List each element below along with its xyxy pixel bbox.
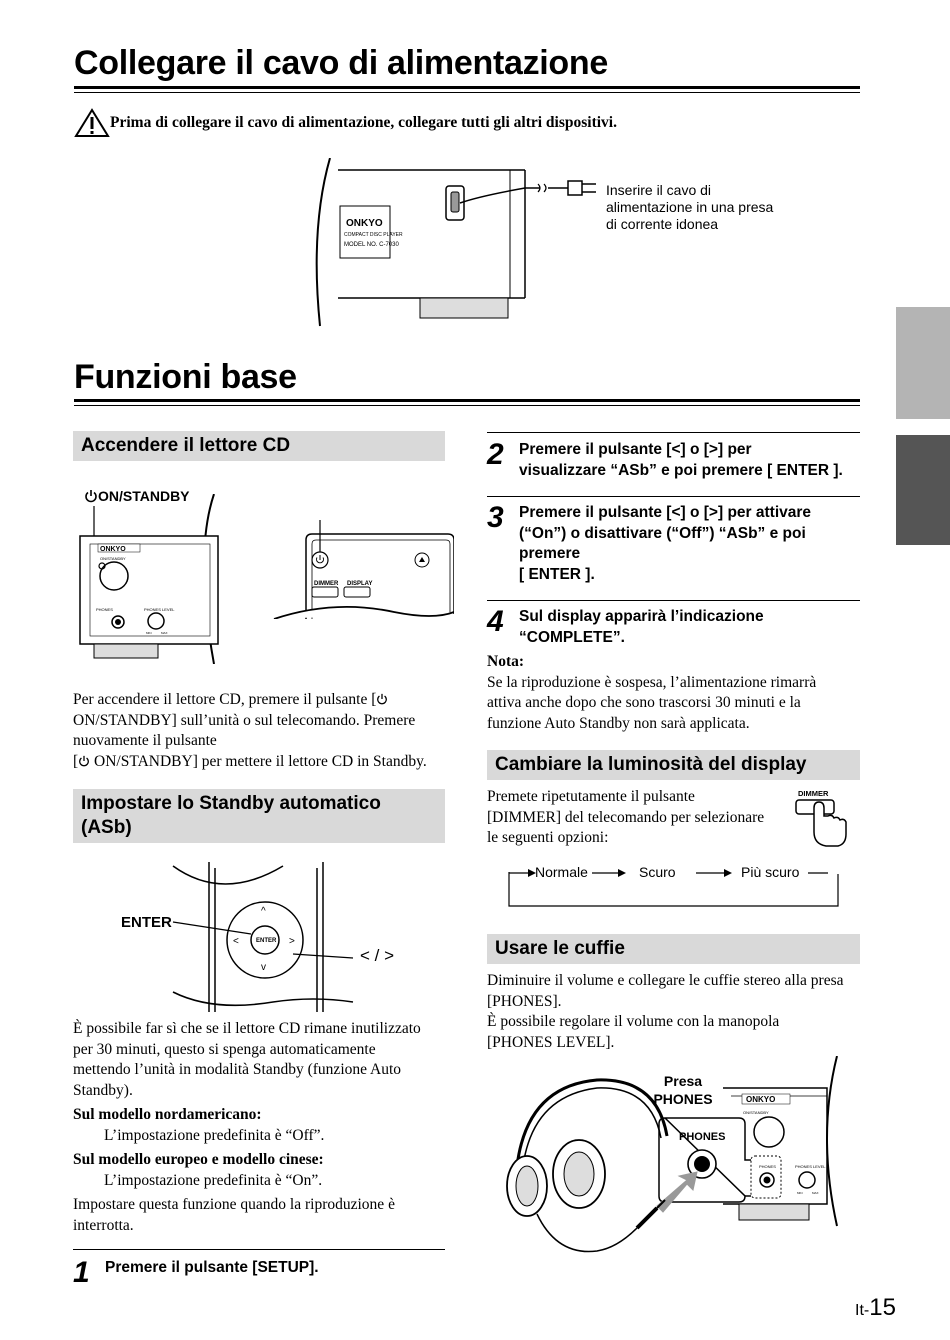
title-rule [74, 399, 860, 402]
onstandby-label-text: ON/STANDBY [98, 488, 190, 504]
step-rule [487, 432, 860, 433]
title-rule-thin [74, 92, 860, 93]
jack-zoom-label: PHONES [679, 1131, 726, 1143]
text-line: funzione Auto Standby non sarà applicata. [487, 714, 750, 732]
svg-text:v: v [261, 962, 266, 973]
section-header-line: Impostare lo Standby automatico [81, 793, 381, 814]
step-rule [73, 1249, 445, 1250]
device-small-label: PHONES LEVEL [144, 607, 175, 612]
text-line: Standby). [73, 1081, 133, 1099]
text-line: interrotta. [73, 1216, 134, 1234]
text-line: È possibile regolare il volume con la manopola [487, 1013, 780, 1030]
text-line: Impostare questa funzione quando la riproduzione è [73, 1196, 395, 1213]
section-header-line: (ASb) [81, 817, 132, 838]
presa-phones-line: Presa [663, 1073, 703, 1089]
side-tab-dark [896, 435, 950, 545]
device-small-label: MIN [797, 1191, 803, 1195]
presa-phones-line: PHONES [653, 1091, 713, 1107]
svg-text:>: > [289, 936, 295, 947]
text-line: [PHONES]. [487, 992, 562, 1010]
text-line: ON/STANDBY] sull’unità o sul telecomando. Premere [73, 711, 416, 729]
svg-text:^: ^ [261, 906, 266, 917]
dimmer-button-illustration [790, 786, 860, 852]
device-brand-label: ONKYO [346, 218, 383, 229]
warning-row [74, 108, 864, 138]
step-4 [487, 607, 867, 651]
asb-paragraph [73, 1019, 453, 1236]
arrows-label: < / > [360, 946, 395, 965]
power-cord-illustration [310, 158, 630, 328]
text-line: mettendo l’unità in modalità Standby (funzione Auto [73, 1061, 402, 1078]
warning-text: Prima di collegare il cavo di alimentazione, collegare tutti gli altri dispositivi. [110, 114, 617, 131]
step-text: Premere il pulsante [<] o [>] per attivare (“On”) o disattivare (“Off”) “ASb” e poi premere [ ENTER ]. [519, 504, 812, 583]
step-text: Premere il pulsante [<] o [>] per visualizzare “ASb” e poi premere [ ENTER ]. [519, 441, 843, 479]
text-line: ON/STANDBY] per mettere il lettore CD in Standby. [94, 752, 427, 770]
remote-button-label: DIMMER [314, 581, 339, 587]
text-line: Se la riproduzione è sospesa, l’alimentazione rimarrà [487, 673, 817, 691]
step-text: Sul display apparirà l’indicazione “COMPLETE”. [519, 608, 764, 646]
step-number: 2 [487, 438, 504, 471]
dimmer-paragraph [487, 787, 787, 849]
power-callout-line: di corrente idonea [606, 216, 719, 232]
text-line: Premete ripetutamente il pulsante [487, 788, 695, 805]
option-piu-scuro: Più scuro [741, 864, 800, 880]
device-small-label: MAX [161, 631, 168, 635]
device-small-label: ON/STANDBY [743, 1110, 769, 1115]
power-callout-line: Inserire il cavo di [606, 182, 712, 198]
note-title: Nota: [487, 653, 525, 670]
text-line: le seguenti opzioni: [487, 829, 609, 846]
option-scuro: Scuro [639, 864, 676, 880]
text-line: [DIMMER] del telecomando per selezionare [487, 808, 765, 826]
step-number: 4 [487, 605, 504, 638]
text-line: Per accendere il lettore CD, premere il pulsante [ [73, 691, 377, 708]
eu-model-value: L’impostazione predefinita è “On”. [104, 1171, 323, 1189]
step-number: 3 [487, 501, 504, 534]
text-line: [ [73, 752, 79, 770]
eu-model-title: Sul modello europeo e modello cinese: [73, 1151, 324, 1168]
page-title-power: Collegare il cavo di alimentazione [74, 44, 608, 82]
step-number: 1 [73, 1256, 90, 1289]
step-3 [487, 503, 867, 593]
title-rule [74, 86, 860, 89]
device-brand: ONKYO [100, 546, 126, 553]
device-brand: ONKYO [746, 1095, 776, 1104]
power-callout-line: alimentazione in una presa [606, 199, 774, 215]
device-product-label: COMPACT DISC PLAYER [344, 232, 403, 238]
device-small-label: ON/STANDBY [100, 556, 126, 561]
step-2 [487, 440, 867, 490]
device-small-label: PHONES LEVEL [795, 1164, 826, 1169]
step-text: Premere il pulsante [SETUP]. [105, 1259, 319, 1276]
warning-icon [74, 108, 110, 138]
power-icon [78, 755, 90, 767]
svg-text:<: < [233, 936, 239, 947]
page-number-value: 15 [869, 1294, 896, 1321]
section-header-turn-on: Accendere il lettore CD [73, 431, 445, 461]
step-rule [487, 496, 860, 497]
text-line: nuovamente il pulsante [73, 732, 217, 749]
na-model-title: Sul modello nordamericano: [73, 1106, 262, 1123]
step-rule [487, 600, 860, 601]
device-small-label: MIN [146, 631, 152, 635]
section-header-asb [73, 789, 445, 843]
text-line: [PHONES LEVEL]. [487, 1033, 615, 1051]
power-icon [376, 693, 388, 705]
remote-enter-illustration [73, 862, 453, 1012]
headphones-illustration [487, 1056, 867, 1266]
na-model-value: L’impostazione predefinita è “Off”. [104, 1126, 325, 1144]
device-small-label: MAX [812, 1191, 819, 1195]
page-prefix: It- [855, 1302, 870, 1319]
note-block [487, 652, 867, 734]
text-line: per 30 minuti, questo si spenga automaticamente [73, 1040, 376, 1058]
device-front-illustration [74, 494, 454, 664]
dimmer-button-label: DIMMER [798, 789, 829, 798]
page-number [855, 1294, 896, 1322]
side-tab-light [896, 307, 950, 419]
option-normale: Normale [535, 864, 588, 880]
step-1 [73, 1258, 453, 1288]
device-small-label: PHONES [759, 1164, 776, 1169]
power-callout [606, 182, 773, 233]
device-small-label: PHONES [96, 607, 113, 612]
enter-button-label: ENTER [256, 938, 277, 944]
title-rule-thin [74, 405, 860, 406]
headphones-paragraph [487, 971, 867, 1053]
page-title-basic: Funzioni base [74, 358, 297, 396]
remote-button-label: DISPLAY [347, 581, 373, 587]
turn-on-paragraph [73, 690, 453, 772]
text-line: attiva anche dopo che sono trascorsi 30 minuti e la [487, 694, 801, 711]
device-model-label: MODEL NO. C-7030 [344, 242, 399, 248]
text-line: È possibile far sì che se il lettore CD rimane inutilizzato [73, 1020, 421, 1037]
section-header-dimmer: Cambiare la luminosità del display [487, 750, 860, 780]
enter-label: ENTER [121, 914, 172, 931]
text-line: Diminuire il volume e collegare le cuffie stereo alla presa [487, 972, 844, 989]
section-header-headphones: Usare le cuffie [487, 934, 860, 964]
